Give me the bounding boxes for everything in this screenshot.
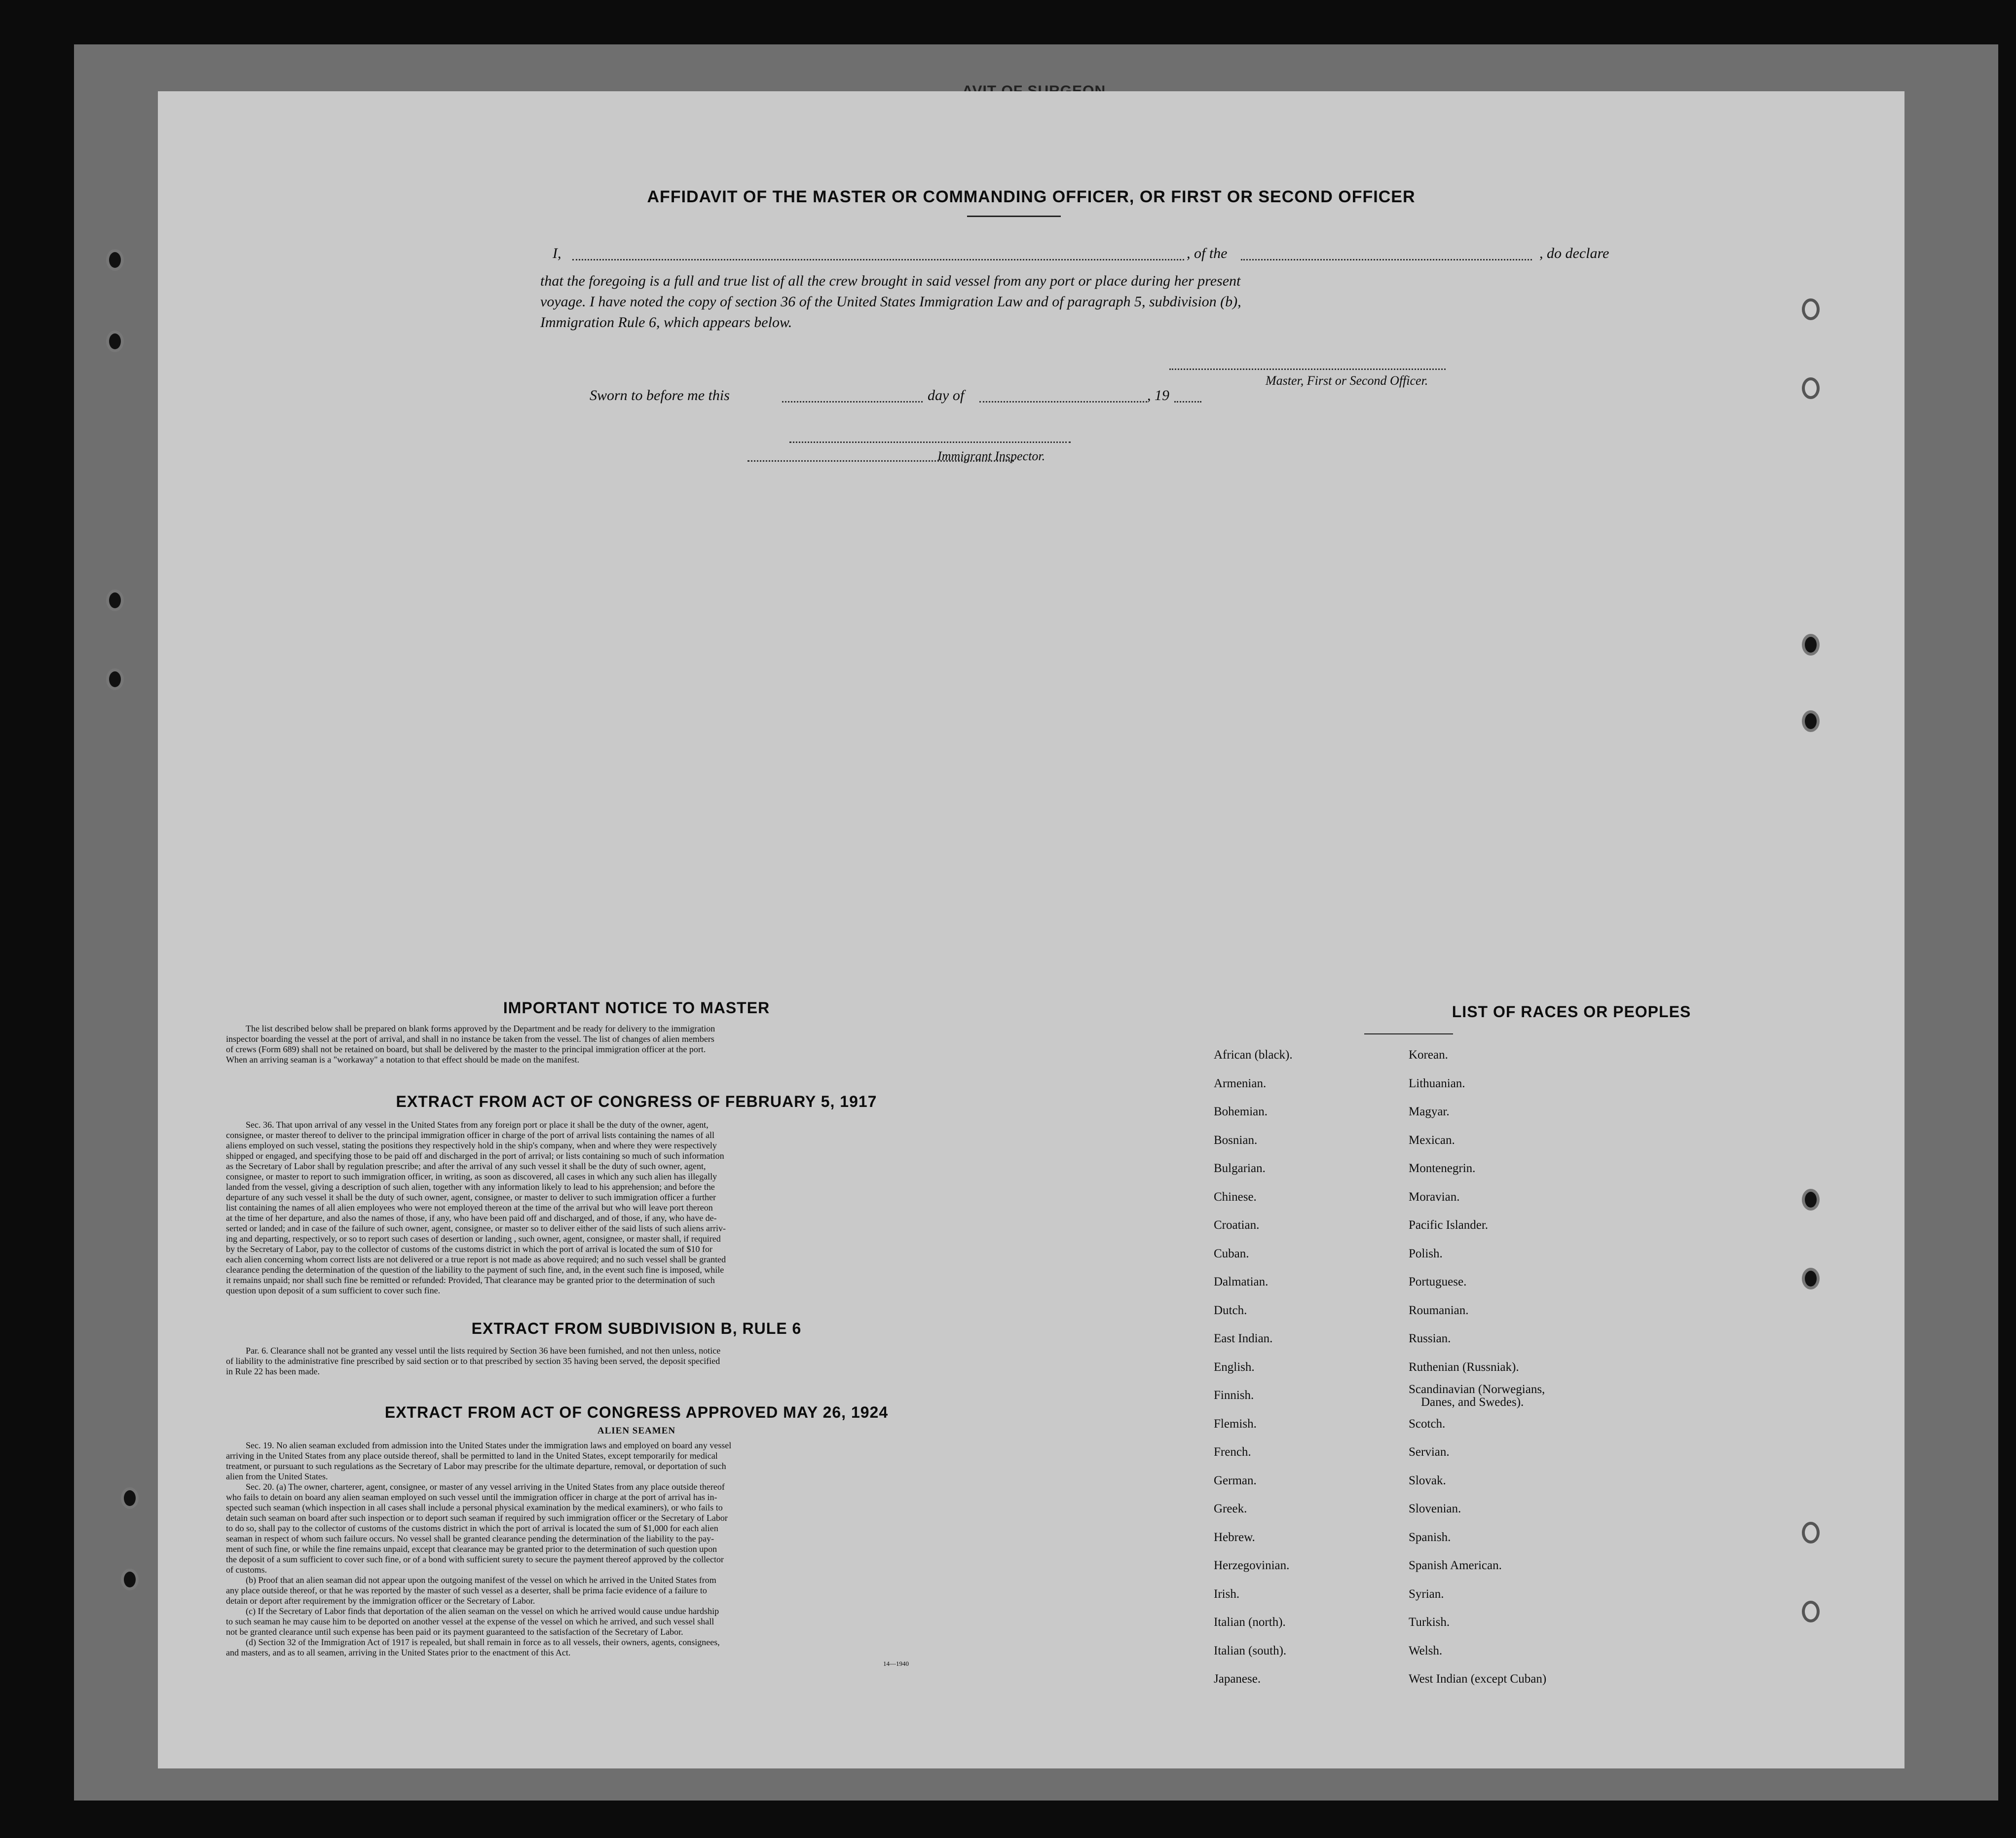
race-right: Syrian. (1409, 1587, 1444, 1601)
race-right: Welsh. (1409, 1644, 1443, 1657)
race-left: Hebrew. (1214, 1531, 1255, 1544)
punch-hole (1802, 1268, 1820, 1289)
extract-1924-line: Sec. 20. (a) The owner, charterer, agent, consignee, or master of any vessel arriving in the United States from any place outside thereof (246, 1482, 725, 1492)
extract-1917-title: EXTRACT FROM ACT OF CONGRESS OF FEBRUARY 5, 1917 (396, 1093, 877, 1110)
i-label: I, (553, 245, 561, 261)
extract-1917-line: question upon deposit of a sum sufficient to cover such fine. (226, 1286, 441, 1295)
affidavit-title: AFFIDAVIT OF THE MASTER OR COMMANDING OFFICER, OR FIRST OR SECOND OFFICER (647, 187, 1416, 206)
day-blank (782, 401, 923, 403)
extract-rule6-title: EXTRACT FROM SUBDIVISION B, RULE 6 (471, 1320, 802, 1337)
notice-text (226, 1024, 1109, 1065)
affidavit-page (158, 91, 1904, 1768)
race-left: African (black). (1214, 1048, 1293, 1062)
extract-1917-line: ing and departing, respectively, or so to report such cases of desertion or landing , such owner, agent, consignee, or master shall, if required (226, 1234, 721, 1244)
extract-1924-text (226, 1440, 1109, 1658)
sworn-label: Sworn to before me this (590, 387, 730, 404)
binder-hole (121, 1569, 139, 1590)
vessel-blank (1241, 259, 1532, 260)
extract-1924-line: spected such seaman (which inspection in all cases shall include a personal physical examination by the medical examiners), or who fails to (226, 1503, 723, 1512)
signature-blank (1169, 368, 1446, 370)
extract-1924-line: (b) Proof that an alien seaman did not appear upon the outgoing manifest of the vessel on which he arrived in the United States from (246, 1575, 716, 1585)
extract-1917-line: it remains unpaid; nor shall such fine be remitted or refunded: Provided, That clearance may be granted prior to the determination of such (226, 1275, 715, 1285)
signature-label: Master, First or Second Officer. (1266, 373, 1428, 388)
extract-1924-line: seaman in respect of whom such failure occurs. No vessel shall be granted clearance pending the determination of the liability to the pay- (226, 1534, 714, 1544)
extract-1924-line: alien from the United States. (226, 1471, 328, 1481)
extract-1917-line: list containing the names of all alien employees who were not employed thereon at the time of the arrival but who will leave port thereon (226, 1203, 713, 1213)
race-left: Finnish. (1214, 1389, 1254, 1402)
extract-1917-line: serted or landed; and in case of the failure of such owner, agent, consignee, or master so to deliver either of the said lists of such aliens arriv- (226, 1223, 726, 1233)
extract-1924-line: who fails to detain on board any alien seaman employed on such vessel until the immigration officer in charge at the port of arrival has in- (226, 1492, 717, 1502)
notice-line: of crews (Form 689) shall not be retained on board, but shall be delivered by the master to the principal immigration officer at the port. (226, 1044, 706, 1054)
affidavit-line-3: Immigration Rule 6, which appears below. (540, 314, 792, 331)
notice-line: The list described below shall be prepared on blank forms approved by the Department and be ready for delivery to the immigration (246, 1024, 715, 1033)
extract-1924-title: EXTRACT FROM ACT OF CONGRESS APPROVED MAY 26, 1924 (384, 1403, 889, 1421)
extract-rule6-line: of liability to the administrative fine prescribed by said section or to that prescribed by section 35 having been served, the deposit specified (226, 1356, 720, 1366)
notice-line: When an arriving seaman is a "workaway" a notation to that effect should be made on the manifest. (226, 1055, 580, 1065)
race-right: Montenegrin. (1409, 1162, 1476, 1175)
race-left: Japanese. (1214, 1672, 1261, 1686)
extract-1917-line: at the time of her departure, and also the names of those, if any, who have been paid off and discharged, and of those, if any, who have de- (226, 1213, 717, 1223)
races-rule (1364, 1033, 1453, 1034)
race-left: Cuban. (1214, 1247, 1249, 1260)
extract-1924-line: (c) If the Secretary of Labor finds that deportation of the alien seaman on the vessel on which he arrived would cause undue hardship (246, 1606, 719, 1616)
extract-1924-line: to such seaman he may cause him to be deported on another vessel at the expense of the vessel on which he arrived, and such vessel shall (226, 1617, 714, 1626)
binder-hole (106, 249, 124, 271)
race-right: Spanish American. (1409, 1559, 1502, 1572)
extract-1917-line: consignee, or master thereof to deliver to the principal immigration officer in charge of the port of arrival lists containing the names of all (226, 1130, 715, 1140)
binder-hole (106, 589, 124, 611)
extract-1924-line: ment of such fine, or while the fine remains unpaid, except that clearance may be granted prior to the determination of such question upon (226, 1544, 717, 1554)
race-left: English. (1214, 1360, 1255, 1374)
extract-1924-line: detain such seaman on board after such inspection or to deport such seaman if required by such immigration officer or the Secretary of Labor (226, 1513, 728, 1523)
race-right: Magyar. (1409, 1105, 1450, 1118)
extract-1924-line: treatment, or pursuant to such regulations as the Secretary of Labor may prescribe for the ultimate departure, removal, or deportation of such (226, 1461, 726, 1471)
year-label: , 19 (1147, 387, 1169, 404)
race-right: Roumanian. (1409, 1304, 1469, 1317)
extract-1924-line: any place outside thereof, or that he was reported by the master of such vessel as a deserter, shall be prima facie evidence of a failure to (226, 1585, 707, 1595)
race-left: Bulgarian. (1214, 1162, 1266, 1175)
punch-hole (1802, 377, 1820, 399)
inspector-blank-1 (789, 441, 1071, 443)
binder-hole (121, 1487, 139, 1509)
race-left: Bosnian. (1214, 1134, 1258, 1147)
punch-hole (1802, 1522, 1820, 1544)
extract-1917-line: departure of any such vessel it shall be the duty of such owner, agent, consignee, or master to deliver to such immigration officer a further (226, 1192, 716, 1202)
extract-1917-line: aliens employed on such vessel, stating the positions they respectively hold in the ship's company, when and where they were respectively (226, 1140, 717, 1150)
race-right: Russian. (1409, 1332, 1451, 1345)
race-right-cont: Danes, and Swedes). (1421, 1396, 1524, 1409)
do-declare-label: , do declare (1539, 245, 1609, 261)
extract-1917-text (226, 1120, 1109, 1296)
race-right: Slovak. (1409, 1474, 1446, 1487)
extract-1917-line: by the Secretary of Labor, pay to the collector of customs of the customs district in which the port of arrival is located the sum of $10 for (226, 1244, 713, 1254)
race-left: Dalmatian. (1214, 1275, 1269, 1288)
day-of-label: day of (928, 387, 965, 404)
extract-rule6-line: Par. 6. Clearance shall not be granted any vessel until the lists required by Section 36 have been furnished, and not then unless, notice (246, 1346, 721, 1356)
race-right: Mexican. (1409, 1134, 1455, 1147)
extract-rule6-text (226, 1346, 1109, 1377)
punch-hole (1802, 298, 1820, 320)
year-blank (1174, 401, 1201, 403)
extract-1924-line: arriving in the United States from any place outside thereof, shall be permitted to land in the United States, except temporarily for medical (226, 1451, 718, 1461)
race-left: Bohemian. (1214, 1105, 1268, 1118)
race-right: Lithuanian. (1409, 1077, 1465, 1090)
extract-1917-line: Sec. 36. That upon arrival of any vessel in the United States from any foreign port or place it shall be the duty of the owner, agent, (246, 1120, 709, 1130)
race-right: Scandinavian (Norwegians, (1409, 1383, 1545, 1396)
race-right: Moravian. (1409, 1190, 1460, 1204)
race-right: Ruthenian (Russniak). (1409, 1360, 1519, 1374)
race-left: Croatian. (1214, 1218, 1260, 1232)
race-left: Greek. (1214, 1502, 1247, 1515)
affidavit-line-1: that the foregoing is a full and true list of all the crew brought in said vessel from any port or place during her present (540, 273, 1241, 289)
extract-1917-line: shipped or engaged, and specifying those to be paid off and discharged in the port of arrival; or lists containing so much of such information (226, 1151, 724, 1161)
extract-1917-line: landed from the vessel, giving a description of such alien, together with any information likely to lead to his apprehension; and before the (226, 1182, 715, 1192)
race-right: Scotch. (1409, 1417, 1446, 1431)
race-left: Flemish. (1214, 1417, 1257, 1431)
extract-1924-line: to do so, shall pay to the collector of customs of the customs district in which the port of arrival is located the sum of $1,000 for each alien (226, 1523, 718, 1533)
race-right: Slovenian. (1409, 1502, 1461, 1515)
race-left: German. (1214, 1474, 1257, 1487)
extract-1924-line: (d) Section 32 of the Immigration Act of 1917 is repealed, but shall remain in force as to all vessels, their owners, agents, consignees, (246, 1637, 720, 1647)
race-right: Polish. (1409, 1247, 1443, 1260)
of-the-label: , of the (1187, 245, 1228, 261)
race-left: Armenian. (1214, 1077, 1267, 1090)
race-left: Italian (north). (1214, 1616, 1286, 1629)
race-left: Herzegovinian. (1214, 1559, 1290, 1572)
extract-1917-line: clearance pending the determination of the question of the liability to the payment of such fine, and, in the event such fine is imposed, while (226, 1265, 724, 1275)
race-left: Italian (south). (1214, 1644, 1287, 1657)
extract-1917-line: as the Secretary of Labor shall by regulation prescribe; and after the arrival of any such vessel it shall be the duty of such owner, agent, (226, 1161, 706, 1171)
binder-hole (106, 331, 124, 352)
notice-line: inspector boarding the vessel at the port of arrival, and shall in no instance be taken from the vessel. The list of changes of alien members (226, 1034, 714, 1044)
month-blank (979, 401, 1147, 403)
punch-hole (1802, 1189, 1820, 1211)
race-left: French. (1214, 1445, 1251, 1459)
extract-1924-line: not be granted clearance until such expense has been paid or its payment guaranteed to the satisfaction of the Secretary of Labor. (226, 1627, 683, 1637)
notice-title: IMPORTANT NOTICE TO MASTER (503, 999, 770, 1017)
race-right: Korean. (1409, 1048, 1448, 1062)
binder-hole (106, 668, 124, 690)
race-right: Portuguese. (1409, 1275, 1467, 1288)
race-right: West Indian (except Cuban) (1409, 1672, 1547, 1686)
extract-1924-line: and masters, and as to all seamen, arriving in the United States prior to the enactment of this Act. (226, 1648, 571, 1657)
punch-hole (1802, 634, 1820, 656)
race-right: Servian. (1409, 1445, 1450, 1459)
extract-1917-line: each alien concerning whom correct lists are not delivered or a true report is not made as above required; and no such vessel shall be granted (226, 1254, 726, 1264)
punch-hole (1802, 1601, 1820, 1622)
extract-rule6-line: in Rule 22 has been made. (226, 1366, 320, 1376)
extract-1924-line: the deposit of a sum sufficient to cover such fine, or of a bond with sufficient surety to secure the payment thereof approved by the collector (226, 1554, 724, 1564)
race-right: Turkish. (1409, 1616, 1450, 1629)
races-title: LIST OF RACES OR PEOPLES (1452, 1003, 1691, 1021)
extract-1924-line: of customs. (226, 1565, 267, 1575)
race-left: Irish. (1214, 1587, 1240, 1601)
title-rule (967, 216, 1061, 217)
extract-1924-subtitle: ALIEN SEAMEN (597, 1426, 676, 1436)
name-blank (572, 259, 1184, 260)
inspector-label: Immigrant Inspector. (937, 449, 1045, 463)
affidavit-line-2: voyage. I have noted the copy of section 36 of the United States Immigration Law and of paragraph 5, subdivision (b), (540, 294, 1241, 310)
punch-hole (1802, 710, 1820, 732)
extract-1917-line: consignee, or master to report to such immigration officer, in writing, as soon as discovered, all cases in which any such alien has illegally (226, 1172, 717, 1181)
extract-1924-line: detain or deport after requirement by the immigration officer or the Secretary of Labor. (226, 1596, 535, 1606)
race-left: East Indian. (1214, 1332, 1273, 1345)
extract-1924-line: Sec. 19. No alien seaman excluded from admission into the United States under the immigration laws and employed on board any vessel (246, 1440, 732, 1450)
race-right: Spanish. (1409, 1531, 1451, 1544)
form-number: 14—1940 (883, 1660, 909, 1667)
race-left: Chinese. (1214, 1190, 1257, 1204)
race-left: Dutch. (1214, 1304, 1247, 1317)
race-right: Pacific Islander. (1409, 1218, 1489, 1232)
